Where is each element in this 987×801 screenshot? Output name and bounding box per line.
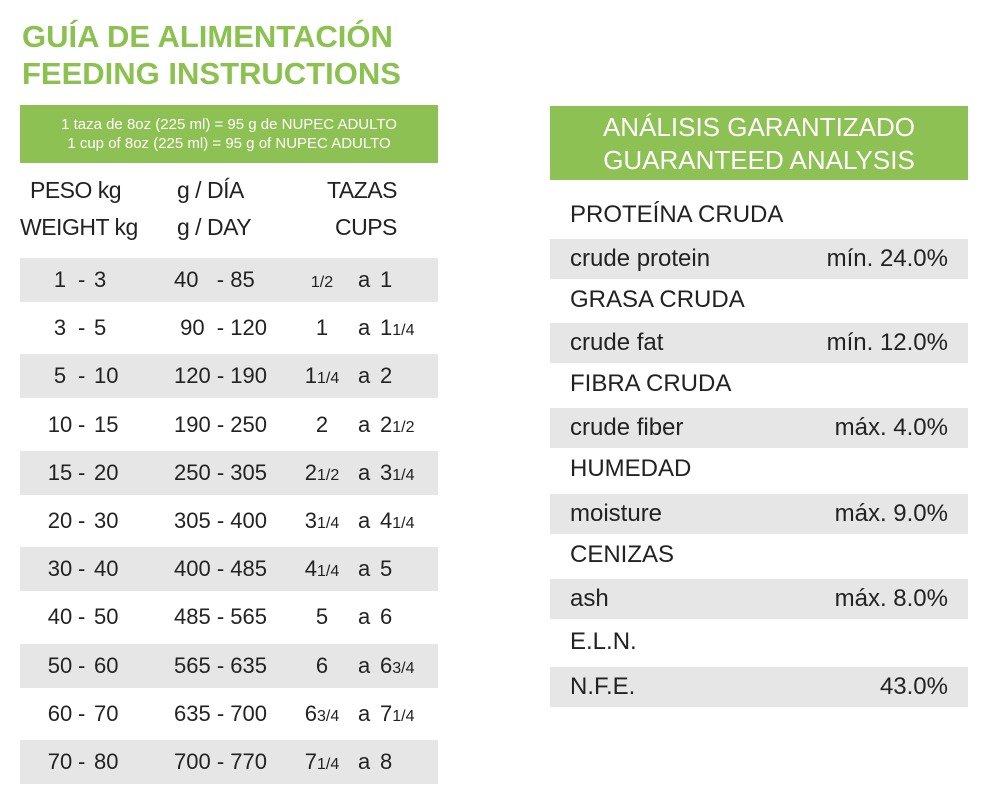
grams-per-day: 400 - 485 — [174, 556, 267, 582]
cup-note-en: 1 cup of 8oz (225 ml) = 95 g of NUPEC ADULTO — [67, 135, 391, 152]
cups-separator: a — [358, 363, 371, 389]
cups-separator: a — [358, 315, 371, 341]
table-row — [20, 499, 438, 543]
weight-max: 60 — [94, 652, 119, 678]
analysis-title-es: ANÁLISIS GARANTIZADO — [602, 112, 916, 142]
table-row — [20, 451, 438, 495]
cups-min: 1/2 — [310, 274, 334, 291]
cups-min: 11/4 — [304, 363, 340, 389]
analysis-label-es: CENIZAS — [570, 541, 675, 568]
cups-separator: a — [358, 556, 371, 582]
grams-per-day: 40 - 85 — [174, 267, 255, 292]
grams-per-day: 120 - 190 — [174, 363, 267, 389]
weight-min: 50 — [47, 652, 73, 678]
weight-max: 10 — [94, 363, 119, 389]
analysis-value: mín. 12.0% — [826, 329, 948, 356]
cups-min: 1 — [315, 315, 329, 341]
weight-min: 1 — [53, 267, 67, 292]
cups-min: 21/2 — [304, 459, 340, 485]
weight-max: 50 — [94, 604, 119, 630]
range-dash: - — [78, 652, 86, 678]
analysis-label-en: ash — [570, 585, 609, 612]
weight-column-header — [30, 172, 121, 209]
cups-max: 71/4 — [380, 700, 415, 726]
range-dash: - — [78, 411, 86, 437]
analysis-row — [550, 494, 968, 534]
feeding-title-en: FEEDING INSTRUCTIONS — [22, 56, 401, 91]
range-dash: - — [78, 267, 86, 292]
cups-min: 71/4 — [304, 749, 340, 774]
cups-max: 41/4 — [380, 508, 415, 533]
analysis-value: máx. 4.0% — [834, 414, 948, 441]
weight-max: 80 — [94, 749, 119, 774]
range-dash: - — [78, 749, 86, 774]
analysis-label-es: E.L.N. — [570, 628, 637, 655]
analysis-row — [550, 579, 968, 619]
analysis-label-en: crude protein — [570, 245, 711, 272]
grams-per-day: 190 - 250 — [174, 411, 267, 437]
weight-min: 3 — [53, 315, 67, 341]
table-row — [20, 644, 438, 688]
analysis-label-en: crude fiber — [570, 414, 684, 441]
weight-max: 30 — [94, 508, 119, 533]
analysis-title-en: GUARANTEED ANALYSIS — [603, 145, 915, 175]
grams-column-header — [177, 172, 251, 246]
cups-max: 6 — [380, 604, 393, 630]
weight-min: 10 — [47, 411, 73, 437]
analysis-value: mín. 24.0% — [826, 245, 948, 272]
table-row — [20, 258, 438, 302]
grams-per-day: 90 - 120 — [174, 315, 267, 341]
analysis-value: máx. 9.0% — [834, 500, 948, 527]
grams-per-day: 700 - 770 — [174, 749, 267, 774]
analysis-label-es: HUMEDAD — [570, 455, 692, 482]
weight-max: 15 — [94, 411, 119, 437]
cups-min: 5 — [315, 604, 329, 630]
analysis-row — [550, 323, 968, 363]
feeding-guide-title — [22, 18, 401, 92]
table-row — [20, 354, 438, 398]
range-dash: - — [78, 604, 86, 630]
grams-per-day: 485 - 565 — [174, 604, 267, 630]
cups-max: 21/2 — [380, 411, 415, 437]
analysis-row — [550, 667, 968, 707]
weight-header-en: WEIGHT kg — [20, 214, 138, 240]
analysis-label-es: GRASA CRUDA — [570, 286, 745, 313]
weight-min: 60 — [47, 700, 73, 726]
weight-max: 20 — [94, 459, 119, 485]
analysis-row — [550, 239, 968, 279]
cups-min: 2 — [315, 411, 329, 437]
cups-separator: a — [358, 604, 371, 630]
analysis-label-en: crude fat — [570, 329, 664, 356]
table-row — [20, 692, 438, 736]
range-dash: - — [78, 459, 86, 485]
cups-max: 11/4 — [380, 315, 415, 341]
cups-header-es: TAZAS — [327, 177, 397, 203]
cups-column-header-en — [335, 209, 397, 246]
analysis-label-en: N.F.E. — [570, 673, 636, 700]
weight-min: 20 — [47, 508, 73, 533]
cups-max: 31/4 — [380, 459, 415, 485]
cups-separator: a — [358, 652, 371, 678]
table-row — [20, 306, 438, 350]
table-row — [20, 740, 438, 784]
analysis-row — [550, 408, 968, 448]
grams-header-en: g / DAY — [177, 214, 252, 240]
range-dash: - — [78, 556, 86, 582]
cups-column-header — [327, 172, 397, 209]
cups-min: 63/4 — [304, 700, 340, 726]
table-row — [20, 403, 438, 447]
cups-separator: a — [358, 459, 371, 485]
range-dash: - — [78, 315, 86, 341]
weight-min: 40 — [47, 604, 73, 630]
analysis-header — [550, 106, 968, 180]
cup-note-es: 1 taza de 8oz (225 ml) = 95 g de NUPEC ADULTO — [61, 116, 397, 133]
grams-header-es: g / DÍA — [177, 177, 244, 203]
cups-separator: a — [358, 749, 371, 774]
range-dash: - — [78, 700, 86, 726]
weight-min: 70 — [47, 749, 73, 774]
cups-max: 8 — [380, 749, 393, 774]
feeding-title-es: GUÍA DE ALIMENTACIÓN — [22, 19, 393, 54]
analysis-value: máx. 8.0% — [834, 585, 948, 612]
cups-max: 5 — [380, 556, 393, 582]
range-dash: - — [78, 508, 86, 533]
cups-separator: a — [358, 411, 371, 437]
weight-header-es: PESO kg — [30, 177, 122, 203]
range-dash: - — [78, 363, 86, 389]
weight-max: 70 — [94, 700, 119, 726]
analysis-label-es: PROTEÍNA CRUDA — [570, 201, 784, 228]
cups-min: 41/4 — [304, 556, 340, 582]
analysis-label-es: FIBRA CRUDA — [570, 370, 732, 397]
weight-min: 30 — [47, 556, 73, 582]
weight-max: 3 — [94, 267, 107, 292]
grams-per-day: 305 - 400 — [174, 508, 267, 533]
cups-separator: a — [358, 700, 371, 726]
table-row — [20, 595, 438, 639]
grams-per-day: 635 - 700 — [174, 700, 267, 726]
grams-per-day: 250 - 305 — [174, 459, 267, 485]
weight-max: 40 — [94, 556, 119, 582]
grams-per-day: 565 - 635 — [174, 652, 267, 678]
weight-min: 5 — [53, 363, 67, 389]
weight-min: 15 — [47, 459, 73, 485]
cups-header-en: CUPS — [335, 214, 397, 240]
analysis-value: 43.0% — [879, 673, 948, 700]
cup-equivalence-banner — [20, 105, 438, 163]
cups-separator: a — [358, 267, 371, 292]
cups-min: 31/4 — [304, 508, 340, 533]
weight-column-header-en — [20, 209, 138, 246]
cups-max: 1 — [380, 267, 393, 292]
cups-max: 2 — [380, 363, 393, 389]
table-row — [20, 547, 438, 591]
cups-separator: a — [358, 508, 371, 533]
cups-max: 63/4 — [380, 652, 415, 678]
cups-min: 6 — [315, 652, 329, 678]
analysis-label-en: moisture — [570, 500, 663, 527]
weight-max: 5 — [94, 315, 107, 341]
